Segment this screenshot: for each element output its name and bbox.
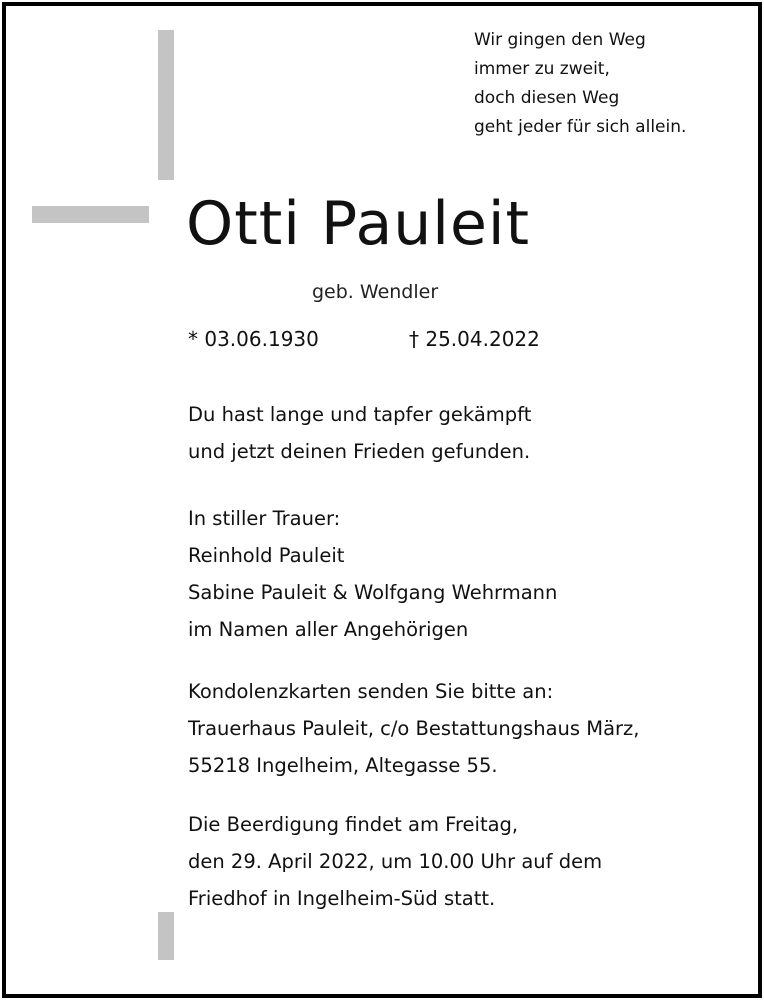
cross-vertical-top (158, 30, 174, 180)
farewell-text (188, 396, 531, 470)
deceased-name: Otti Pauleit (186, 189, 531, 259)
funeral-line: Die Beerdigung findet am Freitag, (188, 813, 519, 836)
maiden-name: geb. Wendler (312, 281, 439, 303)
motto-verse (474, 26, 686, 142)
condolence-address (188, 673, 639, 784)
condolence-line: Kondolenzkarten senden Sie bitte an: (188, 680, 554, 703)
condolence-line: Trauerhaus Pauleit, c/o Bestattungshaus März, (188, 717, 640, 740)
cross-horizontal-bar (32, 206, 149, 223)
condolence-line: 55218 Ingelheim, Altegasse 55. (188, 754, 498, 777)
mourners-line: In stiller Trauer: (188, 507, 341, 530)
funeral-details (188, 806, 602, 917)
cross-vertical-bottom (158, 912, 174, 960)
motto-line: Wir gingen den Weg (474, 30, 646, 50)
motto-line: geht jeder für sich allein. (474, 117, 687, 137)
funeral-line: Friedhof in Ingelheim-Süd statt. (188, 887, 496, 910)
motto-line: immer zu zweit, (474, 59, 610, 79)
birth-date: * 03.06.1930 (188, 327, 319, 351)
death-date: † 25.04.2022 (409, 327, 540, 351)
mourners-line: Sabine Pauleit & Wolfgang Wehrmann (188, 581, 558, 604)
mourners-line: Reinhold Pauleit (188, 544, 345, 567)
farewell-line: Du hast lange und tapfer gekämpft (188, 403, 532, 426)
motto-line: doch diesen Weg (474, 88, 620, 108)
funeral-line: den 29. April 2022, um 10.00 Uhr auf dem (188, 850, 603, 873)
mourners-line: im Namen aller Angehörigen (188, 618, 469, 641)
mourners-list (188, 500, 557, 648)
farewell-line: und jetzt deinen Frieden gefunden. (188, 440, 531, 463)
